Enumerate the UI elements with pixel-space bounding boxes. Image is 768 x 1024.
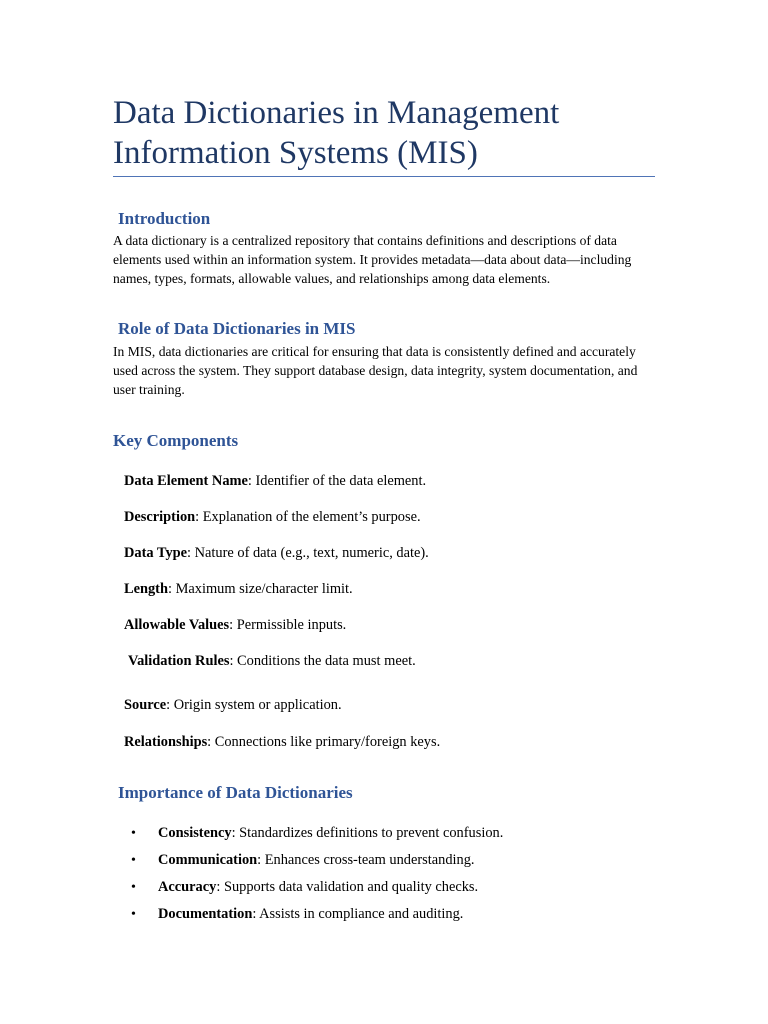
component-term: Allowable Values bbox=[124, 617, 230, 633]
role-heading: Role of Data Dictionaries in MIS bbox=[118, 319, 356, 338]
introduction-heading: Introduction bbox=[118, 209, 211, 228]
component-description: : Origin system or application. bbox=[166, 697, 342, 713]
component-description: : Nature of data (e.g., text, numeric, date). bbox=[187, 545, 429, 561]
importance-term: Consistency bbox=[158, 825, 232, 841]
component-term: Data Element Name bbox=[124, 473, 248, 489]
component-description: : Explanation of the element’s purpose. bbox=[195, 509, 421, 525]
introduction-paragraph: A data dictionary is a centralized repository that contains definitions and descriptions of data elements used within an information system. It provides metadata—data about data—including names, types, formats, allowable values, and relationships among data elements. bbox=[113, 233, 632, 286]
component-term: Description bbox=[124, 509, 196, 525]
component-description: : Conditions the data must meet. bbox=[229, 653, 416, 669]
importance-list-item bbox=[131, 851, 475, 870]
component-term: Data Type bbox=[124, 545, 188, 561]
component-description: : Maximum size/character limit. bbox=[167, 581, 353, 597]
importance-term: Accuracy bbox=[158, 879, 217, 895]
title-underline bbox=[113, 176, 655, 177]
bullet-icon: • bbox=[131, 880, 136, 895]
importance-description: : Standardizes definitions to prevent confusion. bbox=[231, 825, 504, 841]
component-item bbox=[124, 544, 429, 562]
component-description: : Connections like primary/foreign keys. bbox=[207, 734, 441, 750]
component-item bbox=[124, 580, 353, 598]
component-item bbox=[124, 696, 342, 714]
component-item bbox=[124, 508, 421, 526]
importance-list-item bbox=[131, 824, 503, 843]
importance-list-item bbox=[131, 905, 463, 924]
importance-description: : Enhances cross-team understanding. bbox=[257, 852, 475, 868]
component-term: Validation Rules bbox=[128, 653, 230, 669]
component-description: : Identifier of the data element. bbox=[247, 473, 427, 489]
component-item bbox=[124, 616, 346, 634]
component-item bbox=[124, 733, 440, 751]
importance-description: : Supports data validation and quality checks. bbox=[216, 879, 479, 895]
key-components-heading: Key Components bbox=[113, 431, 239, 450]
importance-heading: Importance of Data Dictionaries bbox=[118, 783, 353, 802]
bullet-icon: • bbox=[131, 907, 136, 922]
bullet-icon: • bbox=[131, 853, 136, 868]
importance-term: Communication bbox=[158, 852, 258, 868]
document-title: Data Dictionaries in Management Information Systems (MIS) bbox=[113, 95, 560, 171]
component-description: : Permissible inputs. bbox=[229, 617, 347, 633]
importance-term: Documentation bbox=[158, 906, 253, 922]
importance-list-item bbox=[131, 878, 478, 897]
role-paragraph: In MIS, data dictionaries are critical for ensuring that data is consistently defined and accurately used across the system. They support database design, data integrity, system documentation, and user training. bbox=[113, 344, 638, 397]
importance-description: : Assists in compliance and auditing. bbox=[252, 906, 464, 922]
component-term: Source bbox=[124, 697, 167, 713]
component-item bbox=[128, 652, 416, 670]
component-term: Length bbox=[124, 581, 168, 597]
component-term: Relationships bbox=[124, 734, 208, 750]
component-item bbox=[124, 472, 426, 490]
bullet-icon: • bbox=[131, 826, 136, 841]
